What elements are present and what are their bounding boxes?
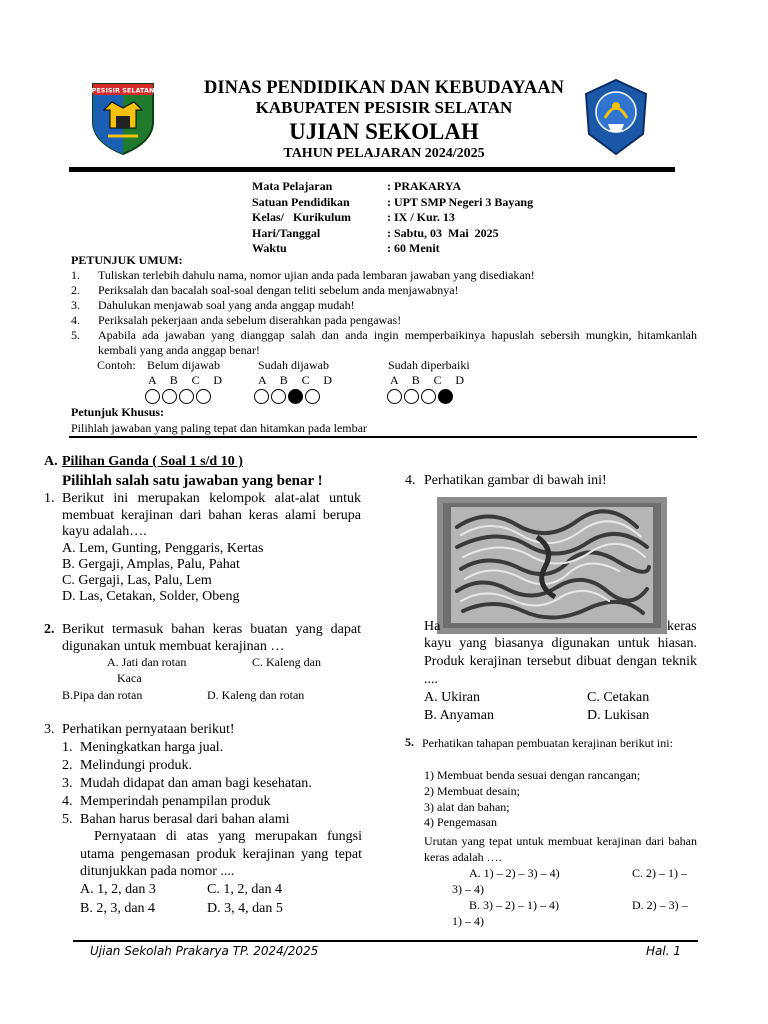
example-letters: A B C D <box>148 373 224 387</box>
svg-text:PESISIR SELATAN: PESISIR SELATAN <box>91 86 155 95</box>
answer-bubble <box>196 389 211 404</box>
answer-bubble <box>271 389 286 404</box>
specific-instructions-title: Petunjuk Khusus: <box>71 405 165 419</box>
question-number: 2. <box>44 622 55 637</box>
section-instruction: Pilihlah salah satu jawaban yang benar ! <box>62 473 323 489</box>
answer-bubble <box>162 389 177 404</box>
list-item: 4) Pengemasan <box>424 815 497 830</box>
example-label: Contoh: <box>97 358 136 372</box>
info-row: Satuan Pendidikan : UPT SMP Negeri 3 Bayang <box>252 194 534 209</box>
question-number: 3. <box>44 722 55 737</box>
example-bubbles-unanswered <box>145 389 213 405</box>
info-row: Waktu : 60 Menit <box>252 241 440 256</box>
example-bubbles-corrected <box>387 389 455 405</box>
header-regency: KABUPATEN PESISIR SELATAN <box>255 98 513 117</box>
specific-instructions-text: Pilihlah jawaban yang paling tepat dan hitamkan pada lembar <box>71 421 367 435</box>
question-text-end: keras <box>667 619 697 634</box>
info-row: Mata Pelajaran : PRAKARYA <box>252 179 462 193</box>
list-item: 2) Membuat desain; <box>424 783 520 798</box>
question-text: Perhatikan pernyataan berikut! <box>62 722 235 737</box>
question-text: Berikut termasuk bahan keras buatan yang dapat digunakan untuk membuat kerajinan … <box>62 622 361 654</box>
section-letter: A. <box>44 454 58 469</box>
instructions-divider <box>69 436 697 438</box>
info-row: Hari/Tanggal : Sabtu, 03 Mai 2025 <box>252 225 499 240</box>
list-item: 2. Melindungi produk. <box>62 758 192 773</box>
option-b: B. 2, 3, dan 4 <box>80 901 156 916</box>
exam-info-table <box>252 179 607 257</box>
list-item: 1. Tuliskan terlebih dahulu nama, nomor ujian anda pada lembaran jawaban yang disediakan! <box>71 268 535 282</box>
list-item: 4. Periksalah pekerjaan anda sebelum diserahkan pada pengawas! <box>71 313 402 327</box>
question-text: Perhatikan tahapan pembuatan kerajinan berikut ini: <box>422 736 673 750</box>
example-letters: A B C D <box>258 373 334 387</box>
list-item: 3) alat dan bahan; <box>424 799 510 814</box>
question-text: kayu yang biasanya digunakan untuk hiasan. Produk kerajinan tersebut dibuat dengan teknik .... <box>424 636 697 687</box>
example-answered-label: Sudah dijawab <box>258 358 329 372</box>
option-d: D. 2) – 3) – <box>632 898 688 912</box>
question-prompt: Urutan yang tepat untuk membuat kerajinan dari bahan keras adalah …. <box>424 834 697 864</box>
answer-bubble <box>387 389 402 404</box>
example-bubbles-answered <box>254 389 322 405</box>
answer-bubble <box>254 389 269 404</box>
exam-title: UJIAN SEKOLAH <box>289 119 479 144</box>
header-agency: DINAS PENDIDIKAN DAN KEBUDAYAAN <box>204 78 564 98</box>
option-c: C. Kaleng dan <box>252 655 321 669</box>
footer-divider <box>73 940 698 942</box>
academic-year: TAHUN PELAJARAN 2024/2025 <box>283 146 485 161</box>
general-instructions-title: PETUNJUK UMUM: <box>71 253 183 267</box>
header-divider <box>69 167 675 172</box>
option-d: D. Las, Cetakan, Solder, Obeng <box>62 589 240 604</box>
option-b: B. Gergaji, Amplas, Palu, Pahat <box>62 557 240 572</box>
answer-bubble-filled <box>438 389 453 404</box>
option-c: C. Gergaji, Las, Palu, Lem <box>62 573 212 588</box>
wood-carving-image <box>437 497 667 634</box>
list-item: 5. Apabila ada jawaban yang dianggap salah dan anda ingin memperbaikinya hapuslah sebersih mungkin, hitamkanlah kembali yang anda anggap benar! <box>71 328 697 357</box>
list-item: 3. Dahulukan menjawab soal yang anda anggap mudah! <box>71 298 355 312</box>
option-d: D. 3, 4, dan 5 <box>207 901 283 916</box>
answer-bubble-filled <box>288 389 303 404</box>
question-number: 1. <box>44 491 55 506</box>
option-c: C. 2) – 1) – <box>632 866 687 880</box>
list-item: 1) Membuat benda sesuai dengan rancangan; <box>424 768 641 782</box>
steps-list <box>424 768 640 831</box>
answer-bubble <box>404 389 419 404</box>
option-d: D. Lukisan <box>587 708 650 723</box>
option-b: B. Anyaman <box>424 708 494 723</box>
answer-bubble <box>145 389 160 404</box>
option-c-continued: Kaca <box>117 671 142 685</box>
option-a: A. 1, 2, dan 3 <box>80 882 156 897</box>
option-a: A. Ukiran <box>424 690 480 705</box>
question-number: 4. <box>405 473 416 488</box>
list-item: 3. Mudah didapat dan aman bagi kesehatan. <box>62 776 312 791</box>
option-d: D. Kaleng dan rotan <box>207 688 305 702</box>
answer-bubble <box>421 389 436 404</box>
question-text-start: Ha <box>424 619 441 634</box>
footer-title: Ujian Sekolah Prakarya TP. 2024/2025 <box>90 944 319 958</box>
answer-bubble <box>305 389 320 404</box>
info-row: Kelas/ Kurikulum : IX / Kur. 13 <box>252 210 455 225</box>
option-a: A. Jati dan rotan <box>107 655 187 669</box>
option-b: B. 3) – 2) – 1) – 4) <box>469 898 559 912</box>
question-text: Perhatikan gambar di bawah ini! <box>424 473 607 488</box>
pesisir-selatan-logo <box>90 80 156 156</box>
option-b: B.Pipa dan rotan <box>62 688 143 702</box>
section-title: Pilihan Ganda ( Soal 1 s/d 10 ) <box>62 454 243 469</box>
option-a: A. 1) – 2) – 3) – 4) <box>469 866 560 880</box>
general-instructions-list <box>71 268 697 358</box>
question-number: 5. <box>405 735 414 749</box>
option-c: C. Cetakan <box>587 690 650 705</box>
example-corrected-label: Sudah diperbaiki <box>388 358 470 372</box>
question-prompt: Pernyataan di atas yang merupakan fungsi utama pengemasan produk kerajinan yang tepat ditunjukkan pada nomor .... <box>80 829 362 879</box>
option-c: C. 1, 2, dan 4 <box>207 882 283 897</box>
list-item: 5. Bahan harus berasal dari bahan alami <box>62 812 290 827</box>
option-d-continued: 1) – 4) <box>452 914 484 928</box>
example-letters: A B C D <box>390 373 466 387</box>
option-c-continued: 3) – 4) <box>452 882 484 896</box>
option-a: A. Lem, Gunting, Penggaris, Kertas <box>62 541 264 556</box>
list-item: 2. Periksalah dan bacalah soal-soal dengan teliti sebelum anda menjawabnya! <box>71 283 459 297</box>
page-number: Hal. 1 <box>646 944 681 958</box>
example-unanswered-label: Belum dijawab <box>147 358 220 372</box>
statement-list <box>62 740 312 830</box>
list-item: 4. Memperindah penampilan produk <box>62 794 271 809</box>
list-item: 1. Meningkatkan harga jual. <box>62 740 224 755</box>
question-text: Berikut ini merupakan kelompok alat-alat untuk membuat kerajinan dari bahan keras alami berupa kayu adalah…. <box>62 491 361 539</box>
answer-bubble <box>179 389 194 404</box>
